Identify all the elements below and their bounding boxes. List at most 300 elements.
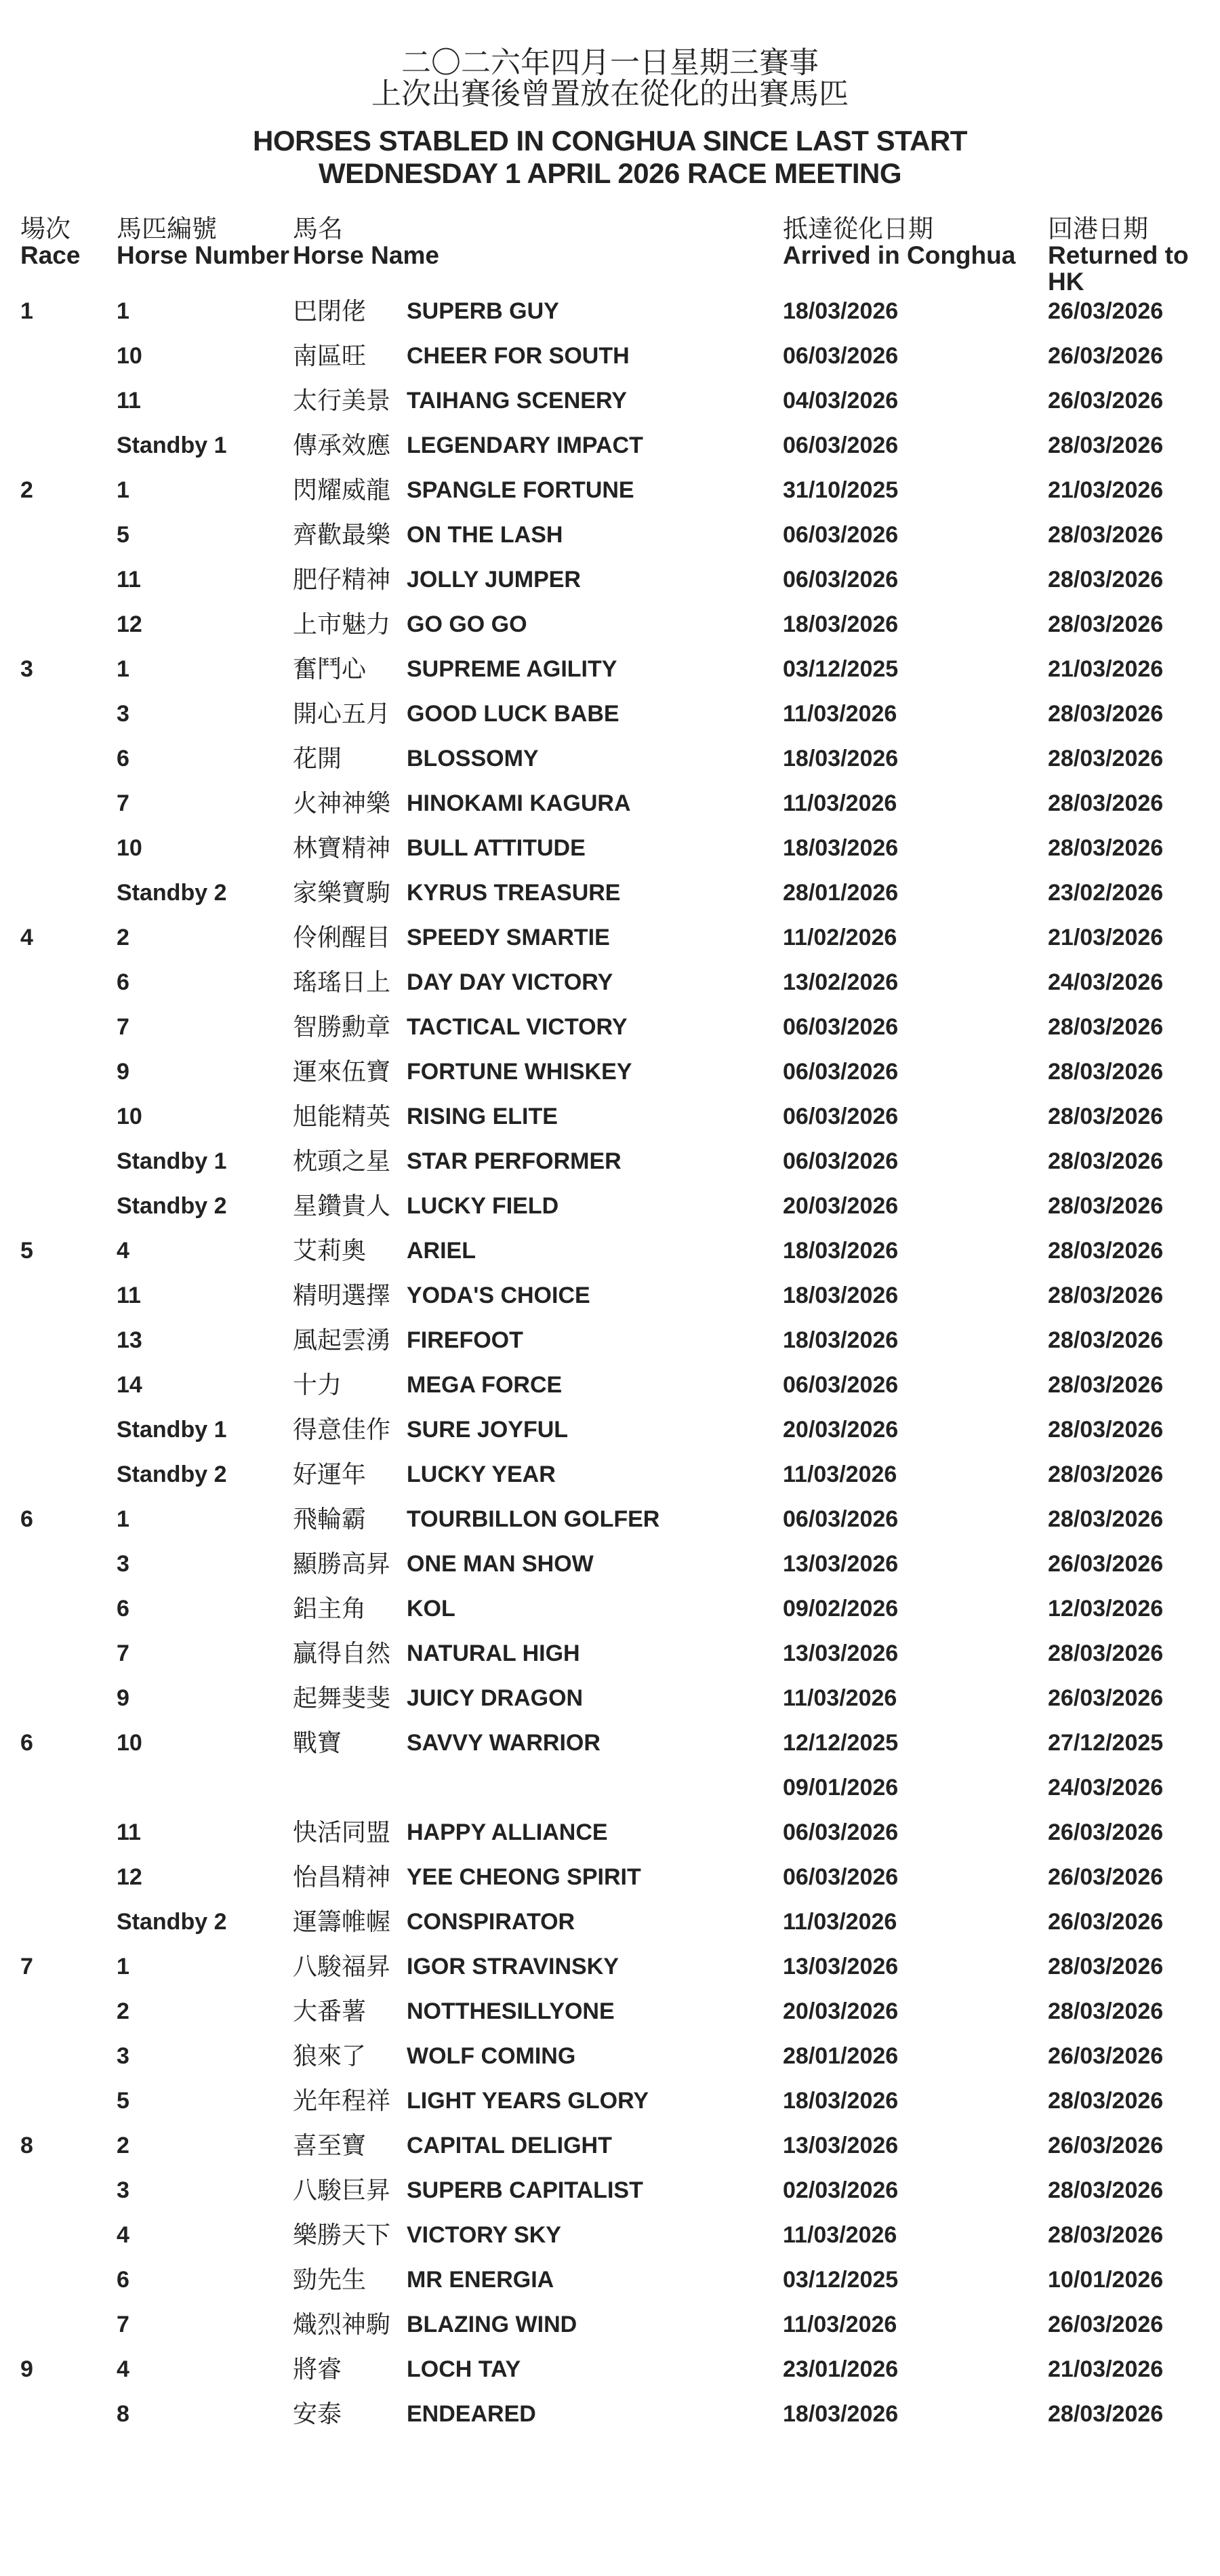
arrived-date-cell: 18/03/2026: [783, 2088, 899, 2114]
title-en-line2: WEDNESDAY 1 APRIL 2026 RACE MEETING: [318, 157, 902, 189]
arrived-date-cell: 23/01/2026: [783, 2356, 899, 2382]
horse-number-cell: 1: [117, 1506, 129, 1532]
horse-name-zh-cell: 顯勝高昇: [293, 1550, 391, 1577]
horse-name-en-cell: RISING ELITE: [407, 1104, 558, 1129]
horse-number-cell: 6: [117, 1596, 129, 1622]
returned-date-cell: 26/03/2026: [1048, 1819, 1164, 1845]
arrived-date-cell: 11/02/2026: [783, 925, 897, 950]
returned-date-cell: 28/03/2026: [1048, 746, 1164, 771]
arrived-date-cell: 06/03/2026: [783, 1059, 899, 1085]
horse-name-en-cell: LIGHT YEARS GLORY: [407, 2088, 649, 2114]
horse-name-en-cell: CHEER FOR SOUTH: [407, 343, 630, 369]
returned-date-cell: 28/03/2026: [1048, 1238, 1164, 1264]
arrived-date-cell: 06/03/2026: [783, 567, 899, 592]
returned-date-cell: 26/03/2026: [1048, 2043, 1164, 2069]
race-cell: 9: [20, 2356, 33, 2382]
horse-number-cell: Standby 2: [117, 880, 227, 906]
table-row: [0, 1631, 1220, 1676]
returned-date-cell: 28/03/2026: [1048, 1327, 1164, 1353]
race-cell: 1: [20, 298, 33, 324]
returned-date-cell: 28/03/2026: [1048, 522, 1164, 548]
horse-name-en-cell: SAVVY WARRIOR: [407, 1730, 601, 1756]
table-row: [0, 1363, 1220, 1407]
horse-number-cell: 2: [117, 2133, 129, 2158]
arrived-date-cell: 02/03/2026: [783, 2177, 899, 2203]
horse-name-zh-cell: 開心五月: [293, 700, 391, 727]
horse-name-zh-cell: 勁先生: [293, 2266, 367, 2293]
header-arrived-zh: 抵達從化日期: [783, 215, 933, 243]
header-horse-number: [117, 216, 289, 268]
horse-number-cell: Standby 1: [117, 1148, 227, 1174]
horse-number-cell: Standby 1: [117, 1417, 227, 1443]
horse-name-en-cell: JUICY DRAGON: [407, 1685, 584, 1711]
table-row: [0, 1720, 1220, 1765]
table-row: [0, 1899, 1220, 1944]
horse-name-en-cell: GOOD LUCK BABE: [407, 701, 619, 727]
table-row: [0, 1855, 1220, 1899]
returned-date-cell: 26/03/2026: [1048, 2133, 1164, 2158]
horse-number-cell: 2: [117, 1998, 129, 2024]
horse-number-cell: 9: [117, 1059, 129, 1085]
table-row: [0, 1542, 1220, 1586]
table-row: [0, 2213, 1220, 2257]
arrived-date-cell: 09/02/2026: [783, 1596, 899, 1622]
horse-name-zh-cell: 旭能精英: [293, 1102, 391, 1130]
horse-name-zh-cell: 好運年: [293, 1460, 367, 1488]
table-row: [0, 1318, 1220, 1363]
horse-name-en-cell: JOLLY JUMPER: [407, 567, 581, 592]
returned-date-cell: 26/03/2026: [1048, 1551, 1164, 1577]
returned-date-cell: 28/03/2026: [1048, 2177, 1164, 2203]
arrived-date-cell: 13/03/2026: [783, 1954, 899, 1979]
horse-name-en-cell: FORTUNE WHISKEY: [407, 1059, 632, 1085]
arrived-date-cell: 11/03/2026: [783, 2312, 897, 2337]
horse-name-en-cell: ONE MAN SHOW: [407, 1551, 594, 1577]
horse-number-cell: 10: [117, 343, 142, 369]
horse-number-cell: 1: [117, 477, 129, 503]
table-row: [0, 2078, 1220, 2123]
horse-name-en-cell: CAPITAL DELIGHT: [407, 2133, 612, 2158]
table-row: [0, 915, 1220, 960]
horse-name-en-cell: GO GO GO: [407, 611, 527, 637]
arrived-date-cell: 20/03/2026: [783, 1998, 899, 2024]
page-title-block: [0, 47, 1220, 190]
arrived-date-cell: 06/03/2026: [783, 1372, 899, 1398]
returned-date-cell: 28/03/2026: [1048, 2222, 1164, 2248]
horse-name-zh-cell: 南區旺: [293, 342, 367, 369]
returned-date-cell: 26/03/2026: [1048, 2312, 1164, 2337]
horse-name-en-cell: YEE CHEONG SPIRIT: [407, 1864, 641, 1890]
horse-number-cell: 3: [117, 701, 129, 727]
table-row: [0, 2392, 1220, 2436]
table-row: [0, 289, 1220, 334]
header-race-en: Race: [20, 241, 81, 269]
horse-name-zh-cell: 大番薯: [293, 1997, 367, 2025]
header-horse-name-zh: 馬名: [293, 215, 343, 243]
returned-date-cell: 28/03/2026: [1048, 1506, 1164, 1532]
returned-date-cell: 23/02/2026: [1048, 880, 1164, 906]
horse-name-zh-cell: 上市魅力: [293, 610, 391, 638]
horse-name-en-cell: STAR PERFORMER: [407, 1148, 622, 1174]
table-row: [0, 1184, 1220, 1228]
title-zh-line2: 上次出賽後曾置放在從化的出賽馬匹: [371, 77, 849, 110]
horse-number-cell: 10: [117, 1730, 142, 1756]
horse-name-en-cell: SPANGLE FORTUNE: [407, 477, 634, 503]
arrived-date-cell: 06/03/2026: [783, 1506, 899, 1532]
header-horse-number-zh: 馬匹編號: [117, 215, 217, 243]
table-row: [0, 512, 1220, 557]
horse-name-en-cell: FIREFOOT: [407, 1327, 523, 1353]
table-row: [0, 1452, 1220, 1497]
returned-date-cell: 28/03/2026: [1048, 701, 1164, 727]
table-row: [0, 960, 1220, 1005]
header-horse-name: [293, 216, 439, 268]
header-race: [20, 216, 80, 268]
race-cell: 6: [20, 1506, 33, 1532]
race-cell: 2: [20, 477, 33, 503]
horse-name-zh-cell: 伶俐醒目: [293, 923, 391, 951]
horse-number-cell: 14: [117, 1372, 142, 1398]
arrived-date-cell: 28/01/2026: [783, 2043, 899, 2069]
horse-name-zh-cell: 熾烈神駒: [293, 2310, 391, 2338]
horse-number-cell: 6: [117, 969, 129, 995]
horse-number-cell: 9: [117, 1685, 129, 1711]
horse-name-zh-cell: 林寶精神: [293, 834, 391, 862]
race-cell: 8: [20, 2133, 33, 2158]
arrived-date-cell: 03/12/2025: [783, 2267, 899, 2293]
returned-date-cell: 28/03/2026: [1048, 567, 1164, 592]
horse-name-en-cell: LUCKY YEAR: [407, 1462, 556, 1487]
arrived-date-cell: 18/03/2026: [783, 1283, 899, 1308]
returned-date-cell: 28/03/2026: [1048, 1998, 1164, 2024]
race-cell: 7: [20, 1954, 33, 1979]
horse-number-cell: Standby 1: [117, 432, 227, 458]
horse-name-zh-cell: 齊歡最樂: [293, 521, 391, 548]
table-row: [0, 2302, 1220, 2347]
horse-number-cell: 7: [117, 1641, 129, 1666]
arrived-date-cell: 18/03/2026: [783, 1238, 899, 1264]
header-returned: [1048, 216, 1220, 295]
horse-name-zh-cell: 艾莉奧: [293, 1236, 367, 1264]
returned-date-cell: 28/03/2026: [1048, 1104, 1164, 1129]
arrived-date-cell: 18/03/2026: [783, 2401, 899, 2427]
table-row: [0, 1944, 1220, 1989]
horse-name-en-cell: SUPERB CAPITALIST: [407, 2177, 643, 2203]
header-horse-name-en: Horse Name: [293, 241, 439, 269]
table-row: [0, 1586, 1220, 1631]
horse-name-zh-cell: 家樂寶駒: [293, 879, 391, 906]
horse-name-zh-cell: 怡昌精神: [293, 1863, 391, 1891]
horse-name-en-cell: LUCKY FIELD: [407, 1193, 559, 1219]
arrived-date-cell: 31/10/2025: [783, 477, 899, 503]
horse-name-zh-cell: 精明選擇: [293, 1281, 391, 1309]
horse-name-zh-cell: 巴閉佬: [293, 297, 367, 325]
horse-name-zh-cell: 八駿巨昇: [293, 2176, 391, 2204]
horse-number-cell: 5: [117, 522, 129, 548]
horse-number-cell: 3: [117, 1551, 129, 1577]
horse-name-en-cell: BLOSSOMY: [407, 746, 539, 771]
horse-number-cell: 2: [117, 925, 129, 950]
table-row: [0, 378, 1220, 423]
horse-name-en-cell: SURE JOYFUL: [407, 1417, 569, 1443]
horse-name-zh-cell: 花開: [293, 744, 342, 772]
arrived-date-cell: 03/12/2025: [783, 656, 899, 682]
arrived-date-cell: 11/03/2026: [783, 1909, 897, 1935]
horse-name-en-cell: TAIHANG SCENERY: [407, 388, 627, 414]
arrived-date-cell: 06/03/2026: [783, 1148, 899, 1174]
returned-date-cell: 28/03/2026: [1048, 432, 1164, 458]
arrived-date-cell: 11/03/2026: [783, 701, 897, 727]
table-row: [0, 647, 1220, 691]
title-zh-line1: 二〇二六年四月一日星期三賽事: [401, 46, 819, 79]
returned-date-cell: 28/03/2026: [1048, 1462, 1164, 1487]
horse-number-cell: 4: [117, 1238, 129, 1264]
table-row: [0, 1273, 1220, 1318]
horse-name-en-cell: DAY DAY VICTORY: [407, 969, 613, 995]
horse-name-en-cell: HINOKAMI KAGURA: [407, 790, 631, 816]
arrived-date-cell: 18/03/2026: [783, 1327, 899, 1353]
horse-number-cell: 11: [117, 388, 141, 414]
horse-name-zh-cell: 傳承效應: [293, 431, 391, 459]
returned-date-cell: 24/03/2026: [1048, 969, 1164, 995]
table-row: [0, 781, 1220, 826]
table-row: [0, 2257, 1220, 2302]
horse-name-zh-cell: 快活同盟: [293, 1818, 391, 1846]
horse-name-en-cell: TOURBILLON GOLFER: [407, 1506, 660, 1532]
horse-name-zh-cell: 安泰: [293, 2400, 342, 2428]
horse-number-cell: 1: [117, 656, 129, 682]
table-row: [0, 1810, 1220, 1855]
arrived-date-cell: 11/03/2026: [783, 790, 897, 816]
horse-name-en-cell: HAPPY ALLIANCE: [407, 1819, 608, 1845]
table-row: [0, 1049, 1220, 1094]
horse-number-cell: 11: [117, 567, 141, 592]
arrived-date-cell: 20/03/2026: [783, 1417, 899, 1443]
horse-name-en-cell: NATURAL HIGH: [407, 1641, 580, 1666]
horse-number-cell: 7: [117, 1014, 129, 1040]
horse-name-zh-cell: 八駿福昇: [293, 1952, 391, 1980]
table-row: [0, 1989, 1220, 2034]
horse-number-cell: 7: [117, 790, 129, 816]
table-row: [0, 1676, 1220, 1720]
race-cell: 5: [20, 1238, 33, 1264]
horse-name-zh-cell: 狼來了: [293, 2042, 367, 2070]
horse-name-en-cell: MEGA FORCE: [407, 1372, 563, 1398]
returned-date-cell: 12/03/2026: [1048, 1596, 1164, 1622]
returned-date-cell: 28/03/2026: [1048, 1417, 1164, 1443]
arrived-date-cell: 20/03/2026: [783, 1193, 899, 1219]
arrived-date-cell: 13/03/2026: [783, 1551, 899, 1577]
horse-number-cell: 12: [117, 1864, 142, 1890]
returned-date-cell: 28/03/2026: [1048, 835, 1164, 861]
table-row: [0, 736, 1220, 781]
horse-number-cell: Standby 2: [117, 1193, 227, 1219]
horse-name-zh-cell: 起舞斐斐: [293, 1684, 391, 1712]
arrived-date-cell: 18/03/2026: [783, 611, 899, 637]
table-row: [0, 468, 1220, 512]
table-row: [0, 826, 1220, 870]
horse-name-zh-cell: 喜至寶: [293, 2131, 367, 2159]
header-arrived: [783, 216, 1015, 268]
horse-name-en-cell: KOL: [407, 1596, 455, 1622]
returned-date-cell: 28/03/2026: [1048, 1059, 1164, 1085]
table-row: [0, 691, 1220, 736]
returned-date-cell: 26/03/2026: [1048, 1864, 1164, 1890]
horse-name-en-cell: ARIEL: [407, 1238, 476, 1264]
horse-name-en-cell: SUPERB GUY: [407, 298, 559, 324]
arrived-date-cell: 06/03/2026: [783, 1104, 899, 1129]
returned-date-cell: 26/03/2026: [1048, 298, 1164, 324]
horse-number-cell: 3: [117, 2043, 129, 2069]
horse-name-zh-cell: 將睿: [293, 2355, 342, 2383]
title-en-line1: HORSES STABLED IN CONGHUA SINCE LAST START: [253, 125, 967, 157]
horse-number-cell: 6: [117, 2267, 129, 2293]
horse-name-en-cell: LEGENDARY IMPACT: [407, 432, 643, 458]
table-row: [0, 423, 1220, 468]
horse-name-zh-cell: 閃耀威龍: [293, 476, 391, 504]
header-race-zh: 場次: [20, 215, 70, 243]
horse-name-zh-cell: 運來伍寶: [293, 1058, 391, 1085]
returned-date-cell: 28/03/2026: [1048, 1954, 1164, 1979]
horse-name-zh-cell: 鋁主角: [293, 1594, 367, 1622]
horse-name-zh-cell: 樂勝天下: [293, 2221, 391, 2249]
returned-date-cell: 28/03/2026: [1048, 1148, 1164, 1174]
table-row: [0, 1228, 1220, 1273]
horse-name-en-cell: VICTORY SKY: [407, 2222, 561, 2248]
horse-name-zh-cell: 運籌帷幄: [293, 1908, 391, 1935]
horse-name-en-cell: TACTICAL VICTORY: [407, 1014, 628, 1040]
arrived-date-cell: 04/03/2026: [783, 388, 899, 414]
horse-name-en-cell: WOLF COMING: [407, 2043, 576, 2069]
horse-number-cell: 11: [117, 1283, 141, 1308]
table-row: [0, 557, 1220, 602]
returned-date-cell: 28/03/2026: [1048, 2088, 1164, 2114]
horse-name-en-cell: IGOR STRAVINSKY: [407, 1954, 619, 1979]
arrived-date-cell: 13/02/2026: [783, 969, 899, 995]
horse-name-en-cell: BLAZING WIND: [407, 2312, 577, 2337]
returned-date-cell: 21/03/2026: [1048, 477, 1164, 503]
returned-date-cell: 21/03/2026: [1048, 925, 1164, 950]
horse-number-cell: 4: [117, 2356, 129, 2382]
arrived-date-cell: 28/01/2026: [783, 880, 899, 906]
returned-date-cell: 21/03/2026: [1048, 656, 1164, 682]
horse-name-zh-cell: 風起雲湧: [293, 1326, 391, 1354]
horse-name-zh-cell: 奮鬥心: [293, 655, 367, 683]
arrived-date-cell: 18/03/2026: [783, 746, 899, 771]
horse-name-en-cell: LOCH TAY: [407, 2356, 521, 2382]
race-cell: 3: [20, 656, 33, 682]
table-row: [0, 602, 1220, 647]
header-horse-number-en: Horse Number: [117, 241, 289, 269]
horse-name-en-cell: BULL ATTITUDE: [407, 835, 586, 861]
returned-date-cell: 28/03/2026: [1048, 1641, 1164, 1666]
returned-date-cell: 21/03/2026: [1048, 2356, 1164, 2382]
table-row: [0, 1139, 1220, 1184]
arrived-date-cell: 06/03/2026: [783, 432, 899, 458]
race-cell: 4: [20, 925, 33, 950]
horse-name-en-cell: CONSPIRATOR: [407, 1909, 575, 1935]
returned-date-cell: 26/03/2026: [1048, 1909, 1164, 1935]
horse-number-cell: 10: [117, 1104, 142, 1129]
header-returned-zh: 回港日期: [1048, 215, 1148, 243]
table-row: [0, 2347, 1220, 2392]
horse-name-zh-cell: 枕頭之星: [293, 1147, 391, 1175]
table-row: [0, 1005, 1220, 1049]
table-row: [0, 1765, 1220, 1810]
table-row: [0, 2168, 1220, 2213]
horse-number-cell: 8: [117, 2401, 129, 2427]
returned-date-cell: 24/03/2026: [1048, 1775, 1164, 1800]
arrived-date-cell: 11/03/2026: [783, 1462, 897, 1487]
arrived-date-cell: 12/12/2025: [783, 1730, 899, 1756]
horse-number-cell: 10: [117, 835, 142, 861]
horse-name-zh-cell: 戰寶: [293, 1729, 342, 1756]
horse-name-en-cell: YODA'S CHOICE: [407, 1283, 590, 1308]
horse-name-zh-cell: 星鑽貴人: [293, 1192, 391, 1220]
arrived-date-cell: 09/01/2026: [783, 1775, 899, 1800]
horse-name-zh-cell: 火神神樂: [293, 789, 391, 817]
horse-name-en-cell: KYRUS TREASURE: [407, 880, 621, 906]
arrived-date-cell: 06/03/2026: [783, 1864, 899, 1890]
returned-date-cell: 28/03/2026: [1048, 1372, 1164, 1398]
arrived-date-cell: 06/03/2026: [783, 1014, 899, 1040]
horse-name-en-cell: SUPREME AGILITY: [407, 656, 617, 682]
arrived-date-cell: 06/03/2026: [783, 343, 899, 369]
horse-number-cell: 6: [117, 746, 129, 771]
horse-number-cell: 12: [117, 611, 142, 637]
horse-name-en-cell: ENDEARED: [407, 2401, 536, 2427]
horse-number-cell: Standby 2: [117, 1909, 227, 1935]
arrived-date-cell: 06/03/2026: [783, 522, 899, 548]
returned-date-cell: 28/03/2026: [1048, 2401, 1164, 2427]
horse-number-cell: 13: [117, 1327, 142, 1353]
horse-name-zh-cell: 智勝勳章: [293, 1013, 391, 1041]
header-returned-en: Returned to HK: [1048, 241, 1189, 296]
table-row: [0, 334, 1220, 378]
horse-number-cell: 1: [117, 298, 129, 324]
table-row: [0, 1094, 1220, 1139]
horse-number-cell: Standby 2: [117, 1462, 227, 1487]
returned-date-cell: 28/03/2026: [1048, 611, 1164, 637]
table-row: [0, 2034, 1220, 2078]
returned-date-cell: 26/03/2026: [1048, 1685, 1164, 1711]
horse-name-zh-cell: 光年程祥: [293, 2087, 391, 2114]
horse-name-zh-cell: 瑤瑤日上: [293, 968, 391, 996]
arrived-date-cell: 13/03/2026: [783, 2133, 899, 2158]
table-row: [0, 1497, 1220, 1542]
horse-name-en-cell: MR ENERGIA: [407, 2267, 554, 2293]
horse-name-en-cell: SPEEDY SMARTIE: [407, 925, 610, 950]
returned-date-cell: 28/03/2026: [1048, 1014, 1164, 1040]
horse-name-en-cell: NOTTHESILLYONE: [407, 1998, 615, 2024]
table-row: [0, 2123, 1220, 2168]
arrived-date-cell: 06/03/2026: [783, 1819, 899, 1845]
arrived-date-cell: 13/03/2026: [783, 1641, 899, 1666]
returned-date-cell: 26/03/2026: [1048, 388, 1164, 414]
horse-number-cell: 11: [117, 1819, 141, 1845]
returned-date-cell: 28/03/2026: [1048, 790, 1164, 816]
table-row: [0, 1407, 1220, 1452]
horse-number-cell: 7: [117, 2312, 129, 2337]
race-cell: 6: [20, 1730, 33, 1756]
arrived-date-cell: 18/03/2026: [783, 835, 899, 861]
table-row: [0, 870, 1220, 915]
horse-name-en-cell: ON THE LASH: [407, 522, 563, 548]
returned-date-cell: 27/12/2025: [1048, 1730, 1164, 1756]
returned-date-cell: 28/03/2026: [1048, 1193, 1164, 1219]
horse-name-zh-cell: 肥仔精神: [293, 565, 391, 593]
returned-date-cell: 28/03/2026: [1048, 1283, 1164, 1308]
